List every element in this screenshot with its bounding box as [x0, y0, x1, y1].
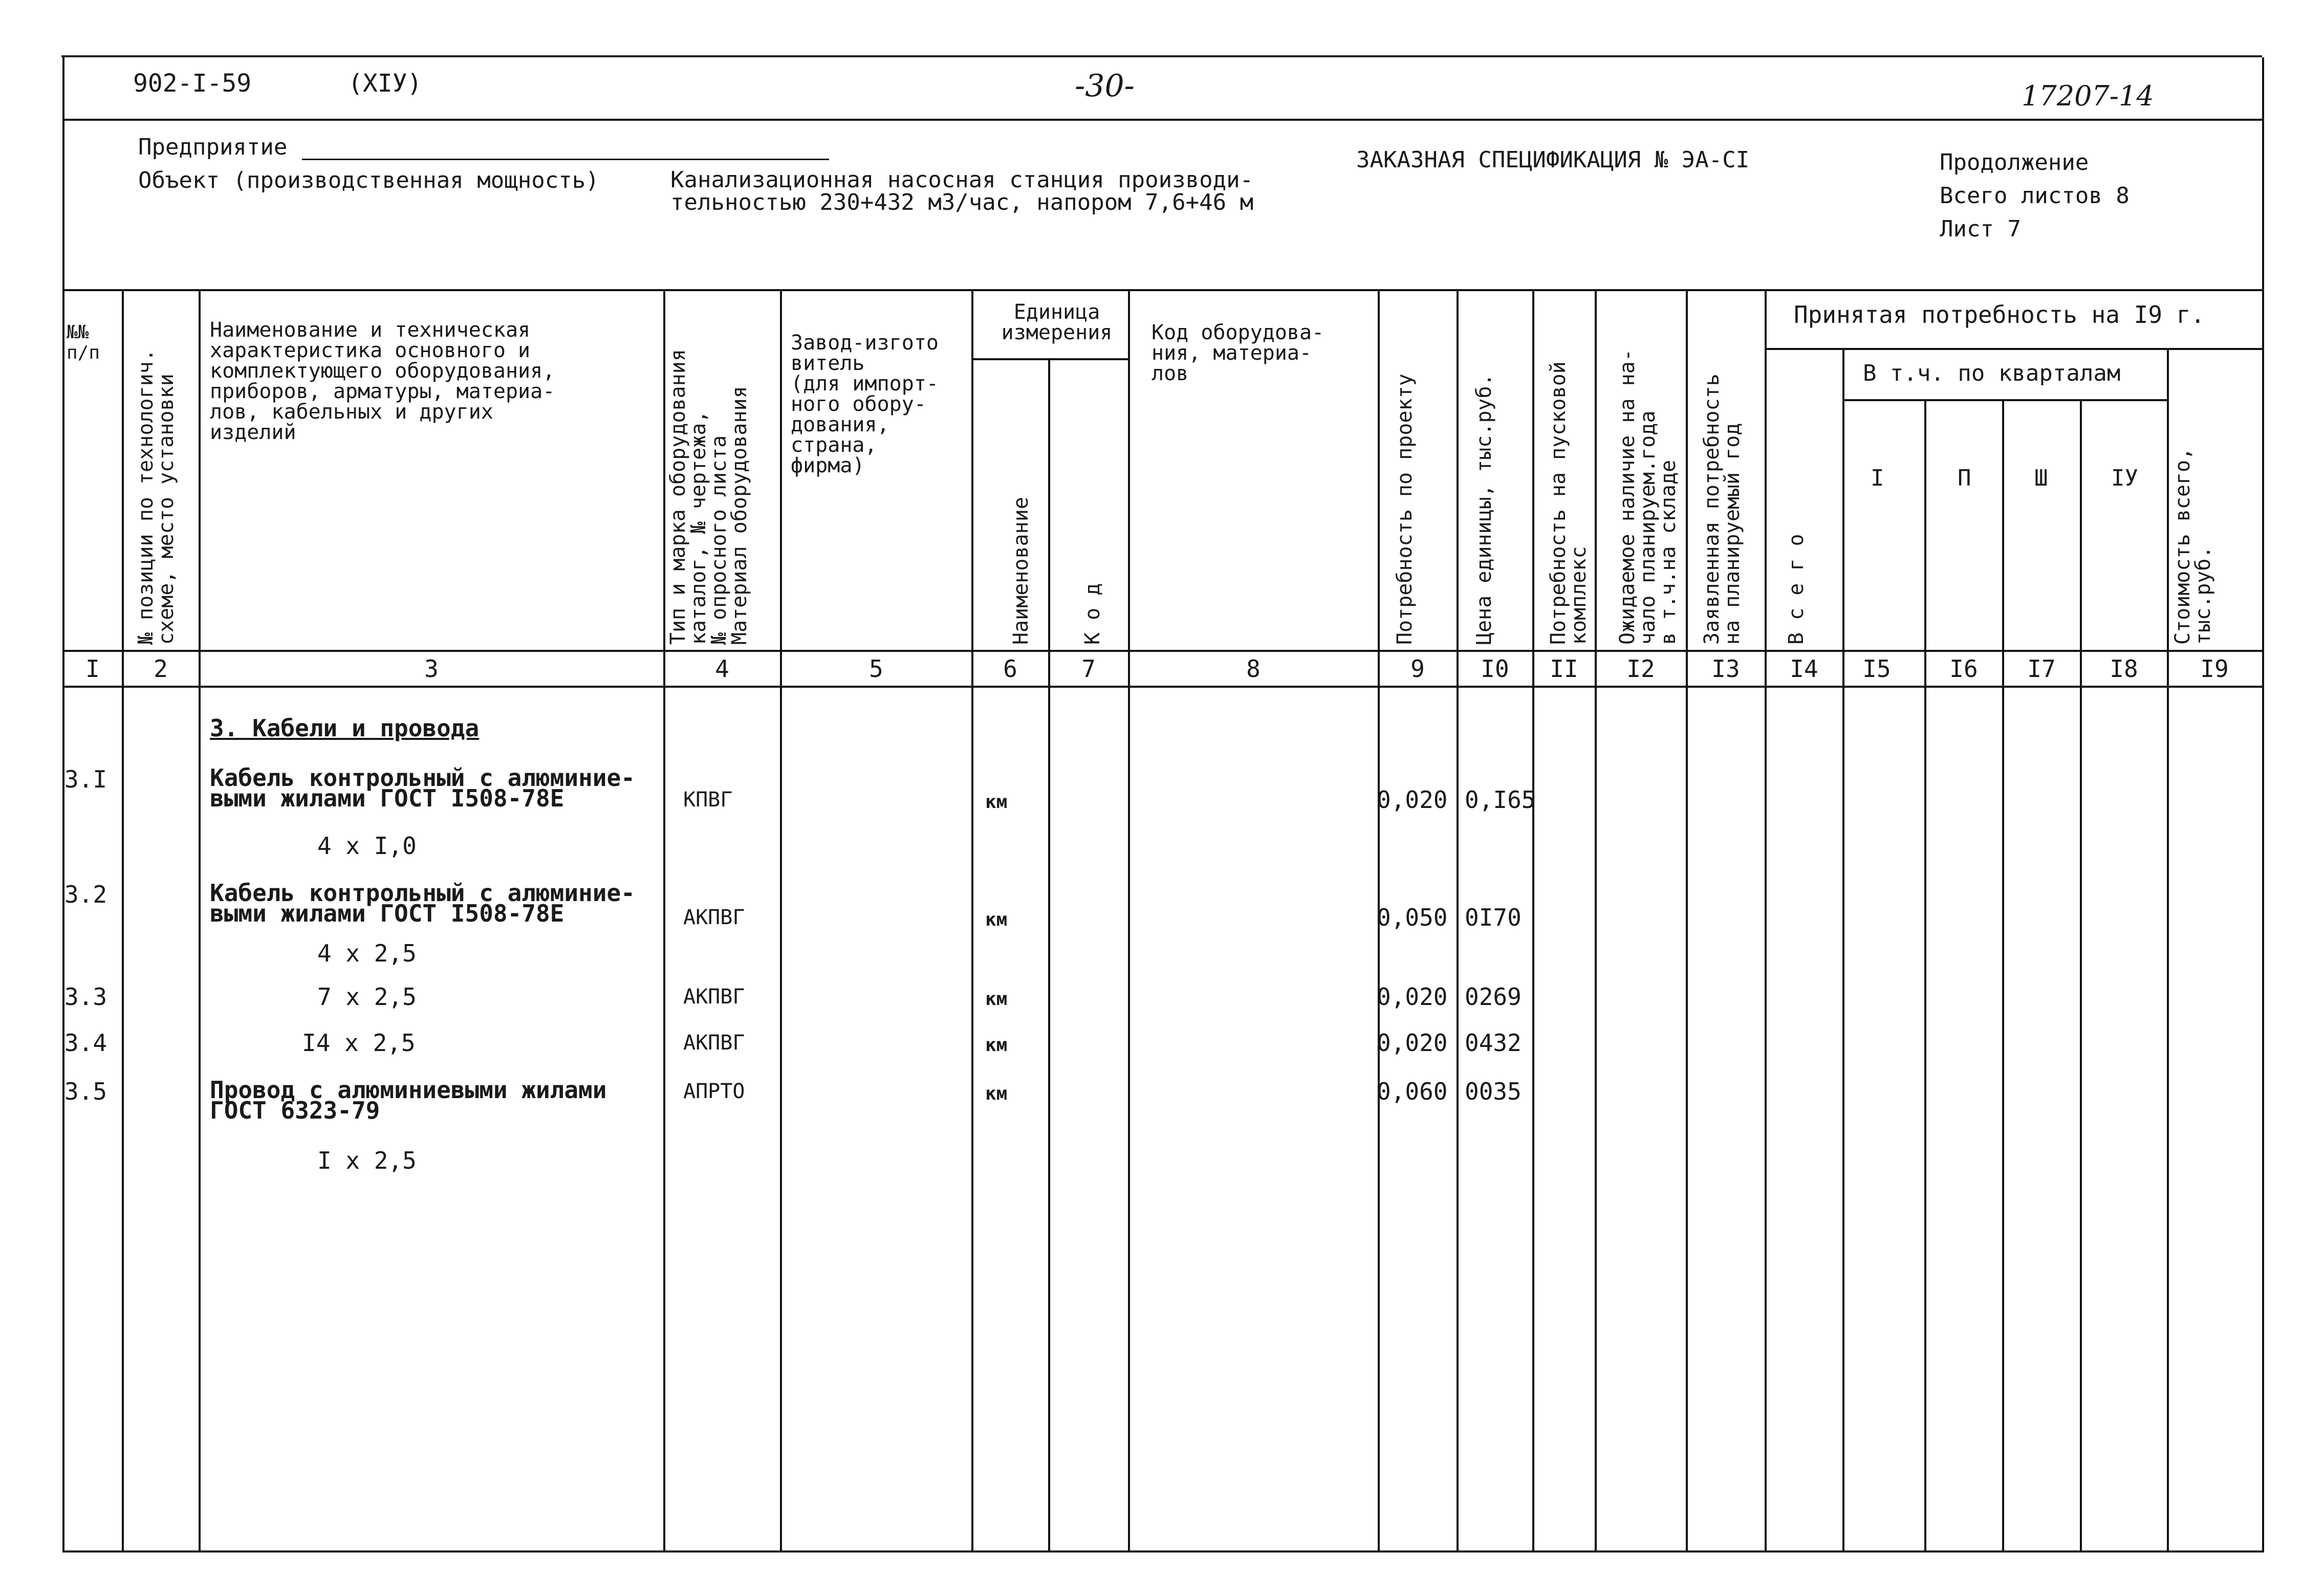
- row-price: 0269: [1465, 983, 1522, 1011]
- row-price: 0035: [1465, 1078, 1522, 1105]
- section-title: 3. Кабели и провода: [210, 714, 480, 742]
- col-header-position: № позиции по технологич. схеме, место установки: [134, 349, 178, 645]
- row-unit: км: [985, 909, 1008, 930]
- row-type: АКПВГ: [683, 985, 745, 1009]
- row-price: 0432: [1465, 1029, 1522, 1057]
- col-header-q3: Ш: [2034, 465, 2048, 491]
- row-name: 4 х 2,5: [317, 939, 417, 967]
- row-unit: км: [985, 1083, 1008, 1104]
- unit-group-rule: [971, 358, 1130, 360]
- colnum-12: I2: [1626, 655, 1655, 683]
- row-name: I х 2,5: [317, 1147, 417, 1174]
- colnum-6: 6: [1003, 655, 1017, 683]
- row-type: КПВГ: [683, 788, 733, 812]
- row-type: АКПВГ: [683, 906, 745, 929]
- colrule-7: [1048, 358, 1050, 1551]
- colrule-17: [2002, 399, 2004, 1551]
- row-name: Кабель контрольный с алюминие- выми жилами ГОСТ I508-78Е: [210, 764, 635, 812]
- colrule-19: [2167, 348, 2169, 1551]
- colrule-18: [2080, 399, 2082, 1551]
- spec-title: ЗАКАЗНАЯ СПЕЦИФИКАЦИЯ № ЭА-СI: [1356, 147, 1750, 173]
- colnum-3: 3: [424, 655, 439, 683]
- col-header-unit-group: Единица измерения: [1001, 300, 1113, 344]
- volume: (XIУ): [348, 69, 422, 98]
- row-need: 0,060: [1377, 1078, 1448, 1105]
- colrule-12: [1595, 289, 1597, 1551]
- colrule-11: [1532, 289, 1534, 1551]
- colnum-9: 9: [1410, 655, 1425, 683]
- col-header-name: Наименование и техническая характеристика основного и комплектующего оборудования, приборов, арматуры, материа- лов, кабельных и других изделий: [210, 318, 555, 444]
- row-price: 0I70: [1465, 904, 1522, 931]
- row-unit: км: [985, 989, 1008, 1010]
- page-number: -30-: [1075, 68, 1135, 104]
- colnum-10: I0: [1481, 655, 1509, 683]
- col-header-no: №№ п/п: [67, 322, 100, 363]
- colrule-15: [1842, 348, 1844, 1551]
- continuation-label: Продолжение: [1940, 149, 2089, 176]
- colnum-18: I8: [2110, 655, 2138, 683]
- row-no: 3.4: [64, 1029, 107, 1057]
- row-name: 7 х 2,5: [317, 983, 417, 1011]
- frame-right: [2262, 57, 2264, 1551]
- col-header-unit-code: К о д: [1081, 583, 1104, 645]
- row-need: 0,020: [1377, 983, 1448, 1011]
- row-type: АПРТО: [683, 1080, 745, 1103]
- colnum-4: 4: [715, 655, 729, 683]
- colnum-1: I: [85, 655, 100, 683]
- accepted-group-rule: [1765, 348, 2264, 350]
- inventory-number: 17207-14: [2022, 80, 2154, 112]
- col-header-quarters-group: В т.ч. по кварталам: [1863, 360, 2121, 386]
- row-unit: км: [985, 1035, 1008, 1056]
- object-label: Объект (производственная мощность): [138, 167, 599, 193]
- colnum-8: 8: [1246, 655, 1261, 683]
- row-no: 3.5: [64, 1078, 107, 1105]
- colnum-7: 7: [1081, 655, 1096, 683]
- colrule-3: [199, 289, 201, 1551]
- header-top-rule: [62, 119, 2264, 121]
- colnum-2: 2: [154, 655, 168, 683]
- colrule-2: [122, 289, 124, 1551]
- quarters-group-rule: [1842, 399, 2169, 401]
- colnum-14: I4: [1790, 655, 1818, 683]
- colnum-15: I5: [1862, 655, 1891, 683]
- col-header-price: Цена единицы, тыс.руб.: [1472, 374, 1496, 645]
- top-rule: [61, 55, 2262, 57]
- row-need: 0,020: [1377, 1029, 1448, 1057]
- row-need: 0,020: [1377, 786, 1448, 814]
- sheets-total: Всего листов 8: [1940, 183, 2130, 209]
- col-header-type: Тип и марка оборудования каталог, № чертежа, № опросного листа Материал оборудования: [666, 349, 751, 645]
- row-name: I4 х 2,5: [302, 1029, 416, 1057]
- col-header-q2: П: [1958, 465, 1971, 491]
- colrule-16: [1924, 399, 1926, 1551]
- colnum-11: II: [1550, 655, 1578, 683]
- col-header-total: В с е г о: [1785, 534, 1808, 645]
- row-type: АКПВГ: [683, 1031, 745, 1055]
- colnum-19: I9: [2200, 655, 2229, 683]
- row-unit: км: [985, 792, 1008, 813]
- row-need: 0,050: [1377, 904, 1448, 931]
- col-header-launch: Потребность на пусковой комплекс: [1547, 361, 1591, 645]
- col-header-accepted-group: Принятая потребность на I9 г.: [1794, 301, 2205, 329]
- col-header-q1: I: [1871, 465, 1884, 491]
- row-no: 3.3: [64, 983, 107, 1011]
- colnum-5: 5: [869, 655, 883, 683]
- col-header-expected: Ожидаемое наличие на на- чало планируем.года в т.ч.на складе: [1616, 349, 1680, 645]
- colnum-17: I7: [2027, 655, 2056, 683]
- col-header-code: Код оборудова- ния, материа- лов: [1152, 321, 1324, 385]
- col-header-maker: Завод-изгото витель (для импорт- ного обору- дования, страна, фирма): [791, 331, 939, 477]
- colrule-5: [780, 289, 782, 1551]
- colnum-top-rule: [62, 650, 2264, 652]
- col-header-unit-name: Наименование: [1009, 497, 1033, 645]
- sheet-number: Лист 7: [1940, 216, 2021, 242]
- frame-left: [62, 57, 64, 1551]
- colrule-14: [1765, 289, 1767, 1551]
- enterprise-underline: [302, 159, 829, 160]
- col-header-need: Потребность по проекту: [1393, 374, 1417, 645]
- colrule-6: [971, 289, 973, 1551]
- colnum-16: I6: [1949, 655, 1978, 683]
- colnum-13: I3: [1711, 655, 1740, 683]
- colrule-13: [1686, 289, 1688, 1551]
- colrule-8: [1128, 289, 1130, 1551]
- colrule-10: [1457, 289, 1459, 1551]
- table-top-rule: [62, 289, 2264, 291]
- col-header-cost: Стоимость всего, тыс.руб.: [2171, 447, 2215, 645]
- row-no: 3.2: [64, 881, 107, 908]
- frame-bottom: [62, 1550, 2264, 1553]
- doc-code: 902-I-59: [133, 69, 252, 98]
- row-price: 0,I65: [1465, 786, 1536, 814]
- col-header-q4: IУ: [2111, 465, 2138, 491]
- row-name: 4 х I,0: [317, 832, 417, 860]
- object-value: Канализационная насосная станция производи- тельностью 230+432 м3/час, напором 7,6+46 м: [670, 167, 1254, 215]
- row-no: 3.I: [64, 766, 107, 793]
- row-name: Кабель контрольный с алюминие- выми жилами ГОСТ I508-78Е: [210, 879, 635, 927]
- colnum-bottom-rule: [62, 686, 2264, 688]
- row-name: Провод с алюминиевыми жилами ГОСТ 6323-79: [210, 1076, 607, 1124]
- col-header-declared: Заявленная потребность на планируемый год: [1700, 374, 1744, 645]
- colrule-4: [663, 289, 665, 1551]
- enterprise-label: Предприятие: [138, 134, 288, 160]
